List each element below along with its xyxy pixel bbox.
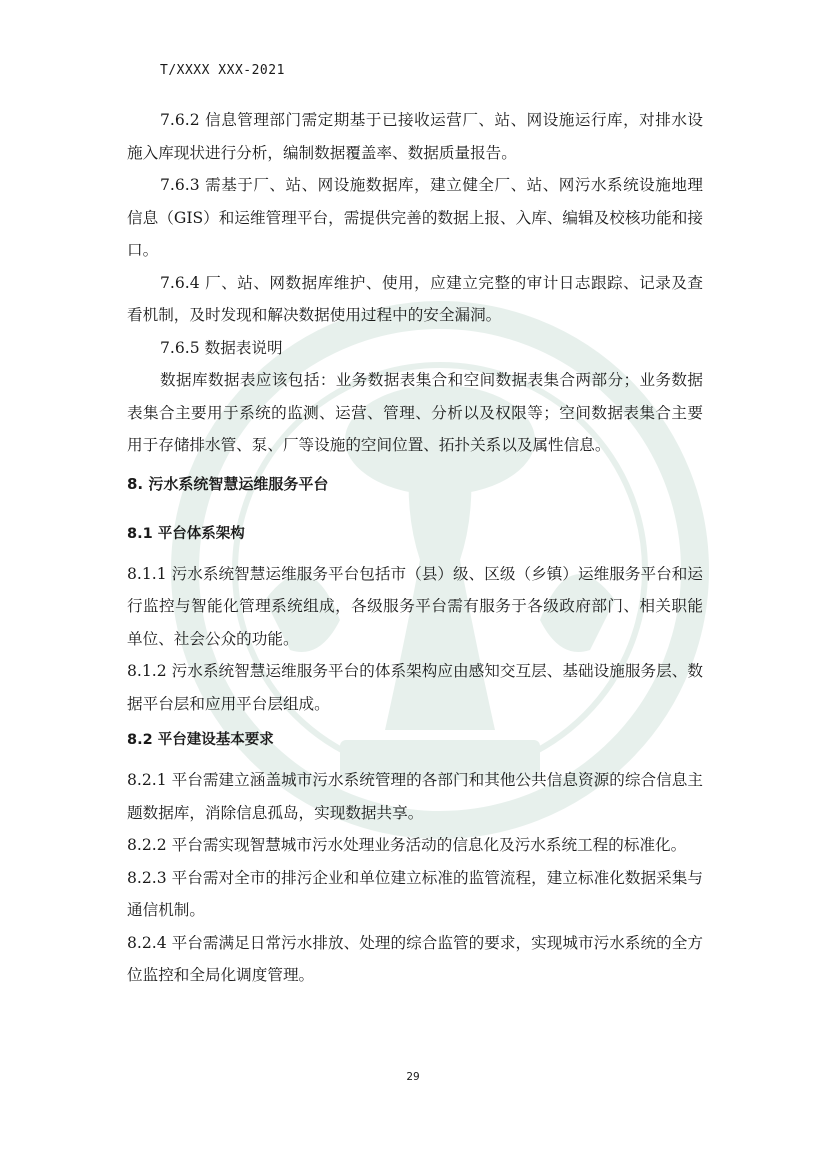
clause-8-1-2: 8.1.2 污水系统智慧运维服务平台的体系架构应由感知交互层、基础设施服务层、数据平台层和应用平台层组成。 [127, 662, 703, 713]
clause-7-6-5-title: 7.6.5 数据表说明 [160, 338, 283, 357]
page-number: 29 [406, 1071, 420, 1083]
page-content [127, 104, 703, 992]
clause-8-2-2: 8.2.2 平台需实现智慧城市污水处理业务活动的信息化及污水系统工程的标准化。 [127, 836, 687, 854]
clause-7-6-3: 7.6.3 需基于厂、站、网设施数据库，建立健全厂、站、网污水系统设施地理信息（GIS）和运维管理平台，需提供完善的数据上报、入库、编辑及校核功能和接口。 [127, 176, 703, 259]
clause-7-6-5-body: 数据库数据表应该包括：业务数据表集合和空间数据表集合两部分；业务数据表集合主要用于系统的监测、运营、管理、分析以及权限等；空间数据表集合主要用于存储排水管、泵、厂等设施的空间位置、拓扑关系以及属性信息。 [127, 371, 703, 454]
clause-7-6-2: 7.6.2 信息管理部门需定期基于已接收运营厂、站、网设施运行库，对排水设施入库现状进行分析，编制数据覆盖率、数据质量报告。 [127, 111, 703, 162]
heading-section-8: 8. 污水系统智慧运维服务平台 [127, 474, 329, 493]
document-code: T/XXXX XXX-2021 [160, 63, 285, 78]
heading-section-8-1: 8.1 平台体系架构 [127, 525, 245, 542]
clause-8-2-3: 8.2.3 平台需对全市的排污企业和单位建立标准的监管流程，建立标准化数据采集与通信机制。 [127, 868, 703, 919]
clause-8-2-1: 8.2.1 平台需建立涵盖城市污水系统管理的各部门和其他公共信息资源的综合信息主题数据库，消除信息孤岛，实现数据共享。 [127, 771, 703, 822]
heading-section-8-2: 8.2 平台建设基本要求 [127, 732, 274, 748]
clause-8-1-1: 8.1.1 污水系统智慧运维服务平台包括市（县）级、区级（乡镇）运维服务平台和运行监控与智能化管理系统组成，各级服务平台需有服务于各级政府部门、相关职能单位、社会公众的功能。 [127, 564, 703, 648]
clause-8-2-4: 8.2.4 平台需满足日常污水排放、处理的综合监管的要求，实现城市污水系统的全方位监控和全局化调度管理。 [127, 933, 703, 984]
clause-7-6-4: 7.6.4 厂、站、网数据库维护、使用，应建立完整的审计日志跟踪、记录及查看机制，及时发现和解决数据使用过程中的安全漏洞。 [127, 273, 703, 324]
